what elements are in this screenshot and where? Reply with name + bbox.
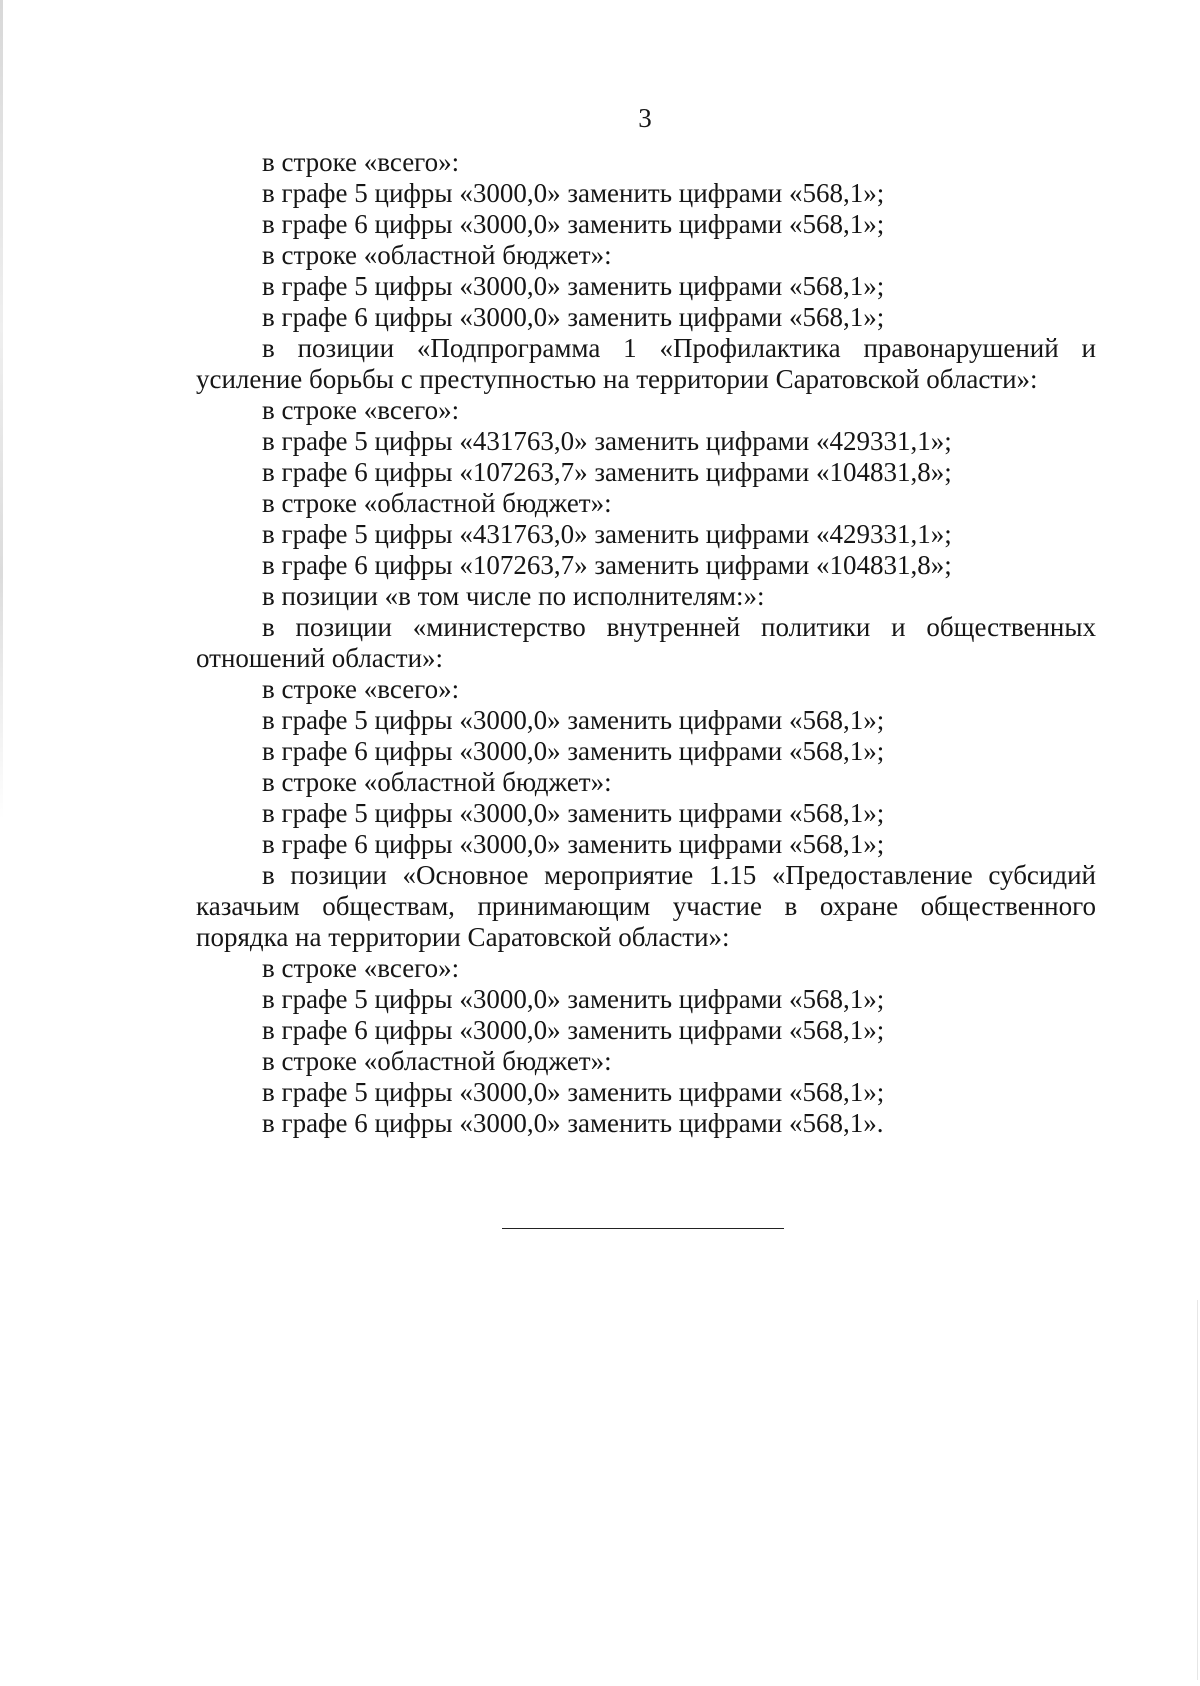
body-line: в графе 5 цифры «3000,0» заменить цифрами «568,1»; (262, 705, 885, 735)
body-line: в графе 6 цифры «3000,0» заменить цифрами «568,1». (262, 1108, 884, 1138)
body-line: в графе 6 цифры «107263,7» заменить цифрами «104831,8»; (262, 550, 952, 580)
body-line: в графе 6 цифры «3000,0» заменить цифрами «568,1»; (262, 736, 885, 766)
body-line: в строке «всего»: (262, 395, 460, 425)
body-line: в графе 6 цифры «3000,0» заменить цифрами «568,1»; (262, 209, 885, 239)
body-line: в графе 6 цифры «107263,7» заменить цифрами «104831,8»; (262, 457, 952, 487)
body-line: в строке «областной бюджет»: (262, 240, 612, 270)
body-line: в графе 6 цифры «3000,0» заменить цифрами «568,1»; (262, 302, 885, 332)
scan-edge-right (1197, 1300, 1198, 1680)
body-line: в позиции «в том числе по исполнителям:»: (262, 581, 765, 611)
body-line: в строке «всего»: (262, 953, 460, 983)
body-line: в графе 5 цифры «3000,0» заменить цифрами «568,1»; (262, 271, 885, 301)
body-line: в графе 5 цифры «431763,0» заменить цифрами «429331,1»; (262, 426, 952, 456)
body-line: в графе 5 цифры «3000,0» заменить цифрами «568,1»; (262, 1077, 885, 1107)
body-paragraph: в позиции «министерство внутренней политики и общественных отношений области»: (196, 612, 1096, 673)
page-number: 3 (638, 103, 652, 133)
document-body (196, 147, 1096, 1139)
body-line: в строке «областной бюджет»: (262, 488, 612, 518)
body-line: в строке «областной бюджет»: (262, 1046, 612, 1076)
body-line: в графе 6 цифры «3000,0» заменить цифрами «568,1»; (262, 829, 885, 859)
closing-rule (502, 1228, 784, 1229)
body-paragraph: в позиции «Подпрограмма 1 «Профилактика правонарушений и усиление борьбы с преступностью на территории Саратовской области»: (196, 333, 1096, 394)
body-line: в строке «всего»: (262, 147, 460, 177)
body-line: в графе 5 цифры «3000,0» заменить цифрами «568,1»; (262, 178, 885, 208)
body-line: в строке «областной бюджет»: (262, 767, 612, 797)
body-line: в графе 5 цифры «3000,0» заменить цифрами «568,1»; (262, 984, 885, 1014)
body-line: в графе 6 цифры «3000,0» заменить цифрами «568,1»; (262, 1015, 885, 1045)
body-paragraph: в позиции «Основное мероприятие 1.15 «Предоставление субсидий казачьим обществам, принимающим участие в охране общественного порядка на территории Саратовской области»: (196, 860, 1096, 952)
body-line: в строке «всего»: (262, 674, 460, 704)
body-line: в графе 5 цифры «3000,0» заменить цифрами «568,1»; (262, 798, 885, 828)
body-line: в графе 5 цифры «431763,0» заменить цифрами «429331,1»; (262, 519, 952, 549)
